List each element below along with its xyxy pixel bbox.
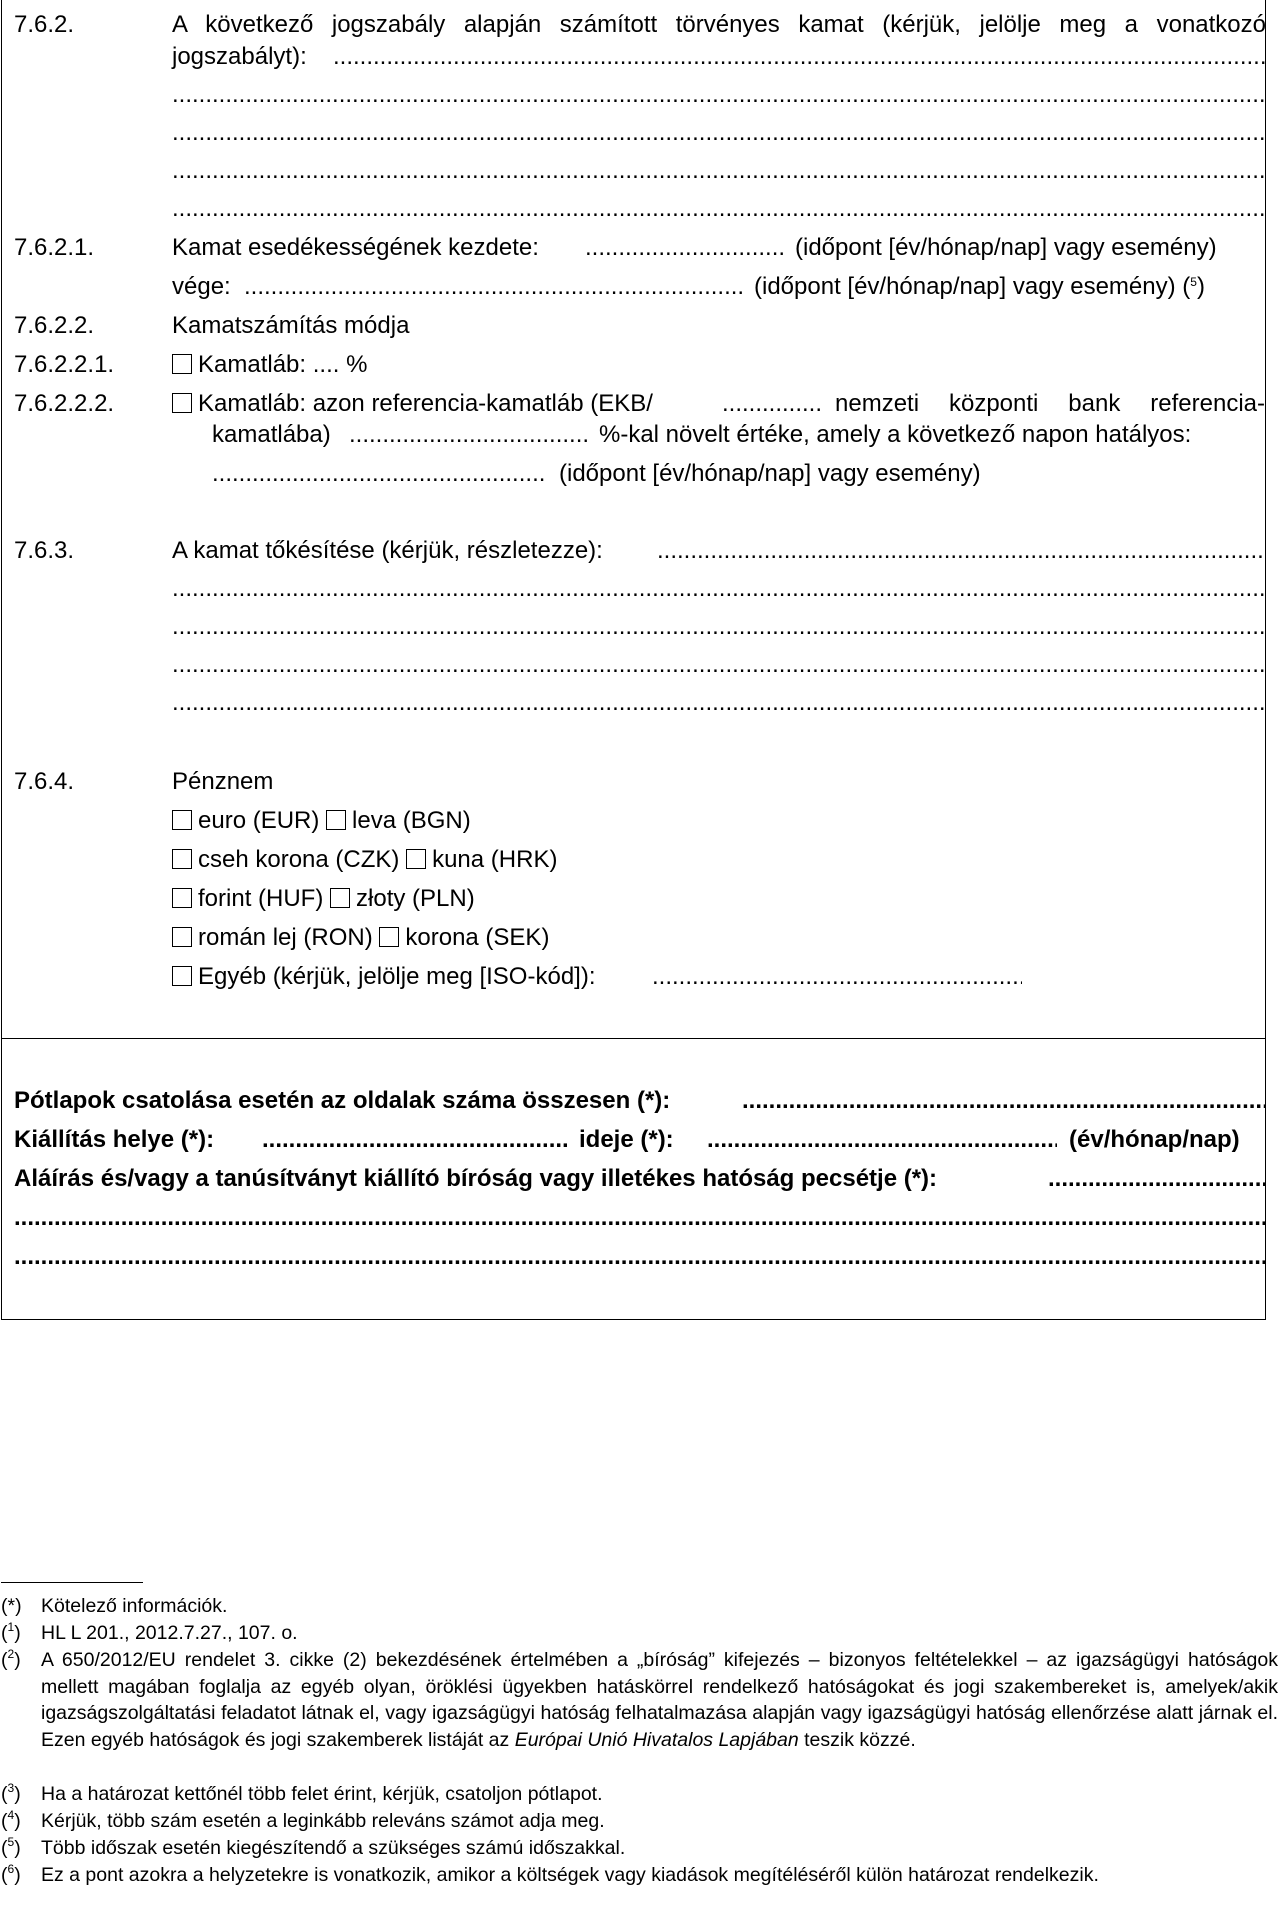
currency-label: forint (HUF)	[198, 885, 324, 912]
signature-field[interactable]	[14, 1242, 1266, 1272]
issue-place-field[interactable]	[262, 1125, 567, 1155]
signature-label: Aláírás és/vagy a tanúsítványt kiállító bíróság vagy illetékes hatóság pecsétje (*):	[14, 1165, 938, 1192]
checkbox[interactable]	[172, 888, 192, 908]
currency-other: Egyéb (kérjük, jelölje meg [ISO-kód]):	[172, 962, 596, 992]
fill-line[interactable]	[172, 194, 1266, 224]
currency-row	[172, 884, 475, 914]
footnote: ($^1$) HL L 201., 2012.7.27., 107. o.	[1, 1620, 1278, 1647]
section-number: 7.6.3.	[14, 537, 75, 564]
section-heading: A kamat tőkésítése (kérjük, részletezze):	[172, 537, 603, 564]
fill-line[interactable]	[172, 688, 1266, 718]
footnote: ($^4$) Kérjük, több szám esetén a leginkább releváns számot adja meg.	[1, 1808, 1278, 1835]
section-heading: A következő jogszabály alapján számított törvényes kamat (kérjük, jelölje meg a vonatkozó	[172, 11, 1266, 38]
section-number: 7.6.2.2.2.	[14, 390, 115, 417]
pages-count-label: Pótlapok csatolása esetén az oldalak száma összesen (*):	[14, 1087, 671, 1114]
currency-label: román lej (RON)	[198, 924, 373, 951]
footnote-mark: 1	[7, 1620, 15, 1634]
checkbox[interactable]	[172, 810, 192, 830]
checkbox[interactable]	[330, 888, 350, 908]
section-heading-cont: jogszabályt):	[172, 43, 307, 70]
currency-label: cseh korona (CZK)	[198, 846, 400, 873]
interest-start-hint: (időpont [év/hónap/nap] vagy esemény)	[795, 234, 1217, 261]
section-number: 7.6.4.	[14, 768, 75, 795]
fill-line[interactable]	[172, 650, 1266, 680]
section-heading: Pénznem	[172, 768, 274, 795]
interest-start-field[interactable]	[585, 233, 785, 263]
footnote-text: Ez a pont azokra a helyzetekre is vonatkozik, amikor a költségek vagy kiadások megítéléséről külön határozat rendelkezik.	[41, 1864, 1099, 1886]
footnote-ref: 5	[1190, 275, 1197, 289]
footnote-italic: Európai Unió Hivatalos Lapjában	[514, 1728, 799, 1751]
footnote-mark: 6	[7, 1862, 15, 1876]
section-number: 7.6.2.2.	[14, 312, 95, 339]
reference-rate-text: kamatlába)	[212, 421, 331, 448]
footnote-text: Ha a határozat kettőnél több felet érint, kérjük, csatoljon pótlapot.	[41, 1783, 603, 1805]
footnote-rule	[1, 1582, 143, 1583]
footnote-text: Több időszak esetén kiegészítendő a szükséges számú időszakkal.	[41, 1837, 626, 1859]
pages-count-field[interactable]	[742, 1086, 1266, 1116]
checkbox[interactable]	[172, 927, 192, 947]
interest-end-label: vége:	[172, 273, 231, 300]
footnote-mark: 4	[7, 1808, 15, 1822]
interest-end-field[interactable]	[244, 272, 744, 302]
checkbox[interactable]	[172, 393, 192, 413]
currency-row	[172, 806, 471, 836]
checkbox[interactable]	[406, 849, 426, 869]
fill-line[interactable]	[172, 612, 1266, 642]
fill-line[interactable]	[172, 156, 1266, 186]
fill-line[interactable]	[172, 118, 1266, 148]
effective-date-field[interactable]	[212, 459, 547, 489]
fill-line[interactable]	[657, 536, 1266, 566]
section-number: 7.6.2.1.	[14, 234, 95, 261]
section-number: 7.6.2.	[14, 11, 75, 38]
fill-line[interactable]	[172, 574, 1266, 604]
footnote-text: A 650/2012/EU rendelet 3. cikke (2) bekezdésének értelmében a „bíróság” kifejezés – bizonyos feltételekkel – az igazságügyi hatóságok mellett magában foglalja az egyéb olyan, öröklési ügyekben hatáskörrel rendelkező hatóságokat és jogi szakembereket is, amelyek/akik igazságszolgáltatási feladatot látnak el, vagy igazságügyi hatóság felhatalmazása alapján vagy igazságügyi hatóság ellenőrzése alatt járnak el. Ezen egyéb hatóságok és jogi szakemberek listáját az	[41, 1649, 1278, 1751]
fill-line[interactable]	[172, 80, 1266, 110]
currency-label: kuna (HRK)	[432, 846, 558, 873]
section-number: 7.6.2.2.1.	[14, 351, 115, 378]
footnote-mark: 2	[7, 1647, 15, 1661]
issue-place-label: Kiállítás helye (*):	[14, 1126, 215, 1153]
currency-label: leva (BGN)	[352, 807, 471, 834]
reference-rate-text: nemzeti központi bank referencia-	[835, 390, 1265, 417]
checkbox[interactable]	[172, 354, 192, 374]
currency-label: złoty (PLN)	[356, 885, 475, 912]
checkbox[interactable]	[172, 966, 192, 986]
checkbox[interactable]	[172, 849, 192, 869]
iso-code-field[interactable]	[652, 962, 1022, 992]
footnote-mark: 5	[7, 1835, 15, 1849]
interest-rate-option: Kamatláb: .... %	[172, 350, 367, 380]
footnote: ($^6$) Ez a pont azokra a helyzetekre is vonatkozik, amikor a költségek vagy kiadások megítéléséről külön határozat rendelkezik.	[1, 1862, 1278, 1913]
checkbox[interactable]	[326, 810, 346, 830]
fill-line[interactable]	[333, 42, 1266, 72]
footnote: ($^5$) Több időszak esetén kiegészítendő a szükséges számú időszakkal.	[1, 1835, 1278, 1862]
reference-rate-text: %-kal növelt értéke, amely a következő napon hatályos:	[599, 421, 1192, 448]
signature-field[interactable]	[14, 1203, 1266, 1233]
currency-label: euro (EUR)	[198, 807, 320, 834]
signature-field[interactable]	[1048, 1164, 1266, 1194]
central-bank-field[interactable]	[722, 389, 822, 419]
interest-start-label: Kamat esedékességének kezdete:	[172, 234, 539, 261]
section-heading: Kamatszámítás módja	[172, 312, 410, 339]
issue-date-format: (év/hónap/nap)	[1069, 1126, 1240, 1153]
rate-increase-field[interactable]	[349, 420, 589, 450]
currency-row	[172, 845, 557, 875]
footnote-mark: 3	[7, 1781, 15, 1795]
issue-date-label: ideje (*):	[579, 1126, 674, 1153]
checkbox[interactable]	[379, 927, 399, 947]
issue-date-field[interactable]	[707, 1125, 1057, 1155]
footnote-text: Kérjük, több szám esetén a leginkább releváns számot adja meg.	[41, 1810, 605, 1832]
currency-row	[172, 923, 549, 953]
footnote: ($^2$) A 650/2012/EU rendelet 3. cikke (2) bekezdésének értelmében a „bíróság” kifejezés – bizonyos feltételekkel – az igazságügyi hatóságok mellett magában foglalja az egyéb olyan, öröklési ügyekben hatáskörrel rendelkező hatóságokat és jogi szakembereket is, amelyek/akik igazságszolgáltatási feladatot látnak el, vagy igazságügyi hatóság felhatalmazása alapján vagy igazságügyi hatóság ellenőrzése alatt járnak el. Ezen egyéb hatóságok és jogi szakemberek listáját az Európai Unió Hivatalos Lapjában teszik közzé.	[1, 1647, 1278, 1751]
footnote-text: HL L 201., 2012.7.27., 107. o.	[41, 1622, 298, 1644]
footnote	[1, 1593, 1278, 1620]
section-divider	[1, 1038, 1266, 1039]
footnote: ($^3$) Ha a határozat kettőnél több felet érint, kérjük, csatoljon pótlapot.	[1, 1781, 1278, 1808]
currency-label: korona (SEK)	[405, 924, 550, 951]
reference-rate-option: Kamatláb: azon referencia-kamatláb (EKB/	[172, 389, 653, 419]
footnote-text: Kötelező információk.	[41, 1595, 228, 1617]
footnote-mark: (*)	[1, 1595, 22, 1617]
effective-date-hint: (időpont [év/hónap/nap] vagy esemény)	[559, 460, 981, 487]
interest-end-hint: (időpont [év/hónap/nap] vagy esemény) ($^5$)	[754, 273, 1205, 300]
